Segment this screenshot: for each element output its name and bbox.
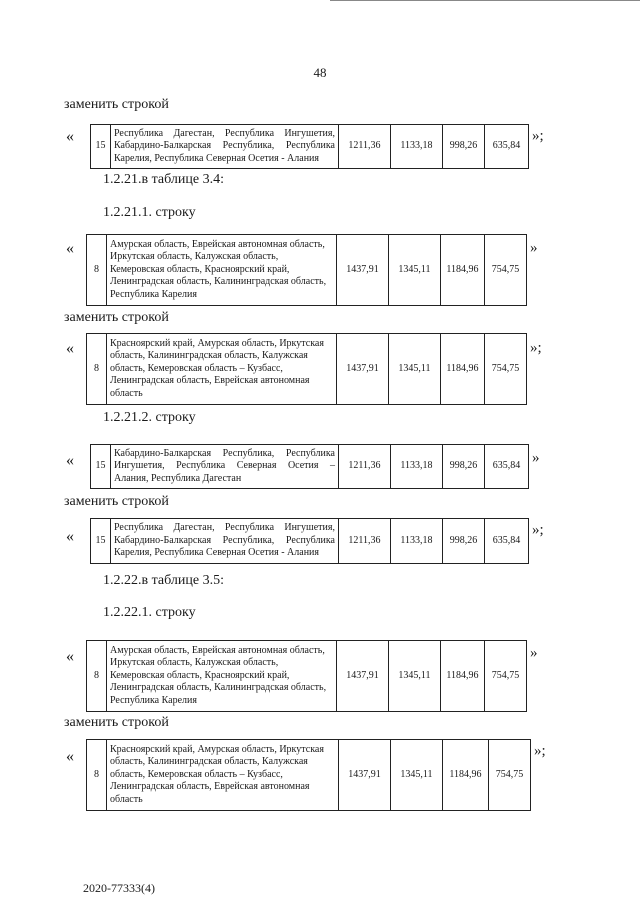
value-cell: 1211,36	[339, 125, 391, 169]
value-cell: 754,75	[485, 235, 527, 306]
value-cell: 1437,91	[339, 740, 391, 811]
value-cell: 1345,11	[391, 740, 443, 811]
value-cell: 998,26	[443, 519, 485, 564]
section-heading: 1.2.21.2. строку	[103, 410, 196, 425]
row-number: 15	[91, 519, 111, 564]
value-cell: 1184,96	[441, 235, 485, 306]
value-cell: 754,75	[489, 740, 531, 811]
quote-open: «	[66, 748, 74, 765]
table-row	[86, 739, 531, 811]
heading-replace-with-row: заменить строкой	[64, 310, 169, 325]
table-row	[90, 124, 529, 169]
value-cell: 998,26	[443, 445, 485, 489]
value-cell: 1211,36	[339, 445, 391, 489]
quote-close: »	[530, 240, 538, 256]
quote-close: »	[532, 450, 540, 466]
value-cell: 635,84	[485, 125, 529, 169]
quote-open: «	[66, 340, 74, 357]
region-list: Кабардино-Балкарская Республика, Республика Ингушетия, Республика Северная Осетия – Алания, Республика Дагестан	[111, 445, 339, 489]
row-number: 15	[91, 445, 111, 489]
quote-open: «	[66, 240, 74, 257]
section-heading: 1.2.22.в таблице 3.5:	[103, 573, 224, 588]
value-cell: 1133,18	[391, 125, 443, 169]
quote-open: «	[66, 128, 74, 145]
table-row	[90, 444, 529, 489]
value-cell: 754,75	[485, 334, 527, 405]
quote-close: »;	[532, 522, 544, 538]
page-number: 48	[313, 65, 327, 80]
region-list: Амурская область, Еврейская автономная область, Иркутская область, Калужская область, Кемеровская область, Красноярский край, Ленинградская область, Калининградская область, Республика Карелия	[107, 235, 337, 306]
value-cell: 1133,18	[391, 519, 443, 564]
value-cell: 1345,11	[389, 334, 441, 405]
row-number: 8	[87, 740, 107, 811]
value-cell: 1184,96	[443, 740, 489, 811]
table-row	[86, 333, 527, 405]
heading-replace-with-row: заменить строкой	[64, 97, 169, 112]
region-list: Красноярский край, Амурская область, Иркутская область, Калининградская область, Калужская область, Кемеровская область – Кузбасс, Ленинградская область, Еврейская автономная область	[107, 740, 339, 811]
value-cell: 1133,18	[391, 445, 443, 489]
quote-open: «	[66, 528, 74, 545]
quote-close: »;	[532, 128, 544, 144]
section-heading: 1.2.21.1. строку	[103, 205, 196, 220]
value-cell: 1184,96	[441, 334, 485, 405]
quote-open: «	[66, 648, 74, 665]
region-list: Красноярский край, Амурская область, Иркутская область, Калининградская область, Калужская область, Кемеровская область – Кузбасс, Ленинградская область, Еврейская автономная область	[107, 334, 337, 405]
quote-close: »;	[530, 340, 542, 356]
value-cell: 1437,91	[337, 235, 389, 306]
value-cell: 1437,91	[337, 334, 389, 405]
row-number: 8	[87, 334, 107, 405]
region-list: Амурская область, Еврейская автономная область, Иркутская область, Калужская область, Кемеровская область, Красноярский край, Ленинградская область, Калининградская область, Республика Карелия	[107, 641, 337, 712]
table-row	[86, 234, 527, 306]
value-cell: 1345,11	[389, 641, 441, 712]
heading-replace-with-row: заменить строкой	[64, 494, 169, 509]
row-number: 8	[87, 235, 107, 306]
value-cell: 754,75	[485, 641, 527, 712]
section-heading: 1.2.22.1. строку	[103, 605, 196, 620]
value-cell: 998,26	[443, 125, 485, 169]
value-cell: 635,84	[485, 445, 529, 489]
top-rule	[330, 0, 640, 1]
row-number: 15	[91, 125, 111, 169]
value-cell: 1345,11	[389, 235, 441, 306]
row-number: 8	[87, 641, 107, 712]
section-heading: 1.2.21.в таблице 3.4:	[103, 172, 224, 187]
region-list: Республика Дагестан, Республика Ингушетия, Кабардино-Балкарская Республика, Республика Карелия, Республика Северная Осетия - Алания	[111, 519, 339, 564]
heading-replace-with-row: заменить строкой	[64, 715, 169, 730]
table-row	[90, 518, 529, 564]
quote-open: «	[66, 452, 74, 469]
region-list: Республика Дагестан, Республика Ингушетия, Кабардино-Балкарская Республика, Республика Карелия, Республика Северная Осетия - Алания	[111, 125, 339, 169]
quote-close: »	[530, 645, 538, 661]
value-cell: 1437,91	[337, 641, 389, 712]
table-row	[86, 640, 527, 712]
document-code: 2020-77333(4)	[83, 881, 155, 895]
value-cell: 1184,96	[441, 641, 485, 712]
quote-close: »;	[534, 743, 546, 759]
value-cell: 635,84	[485, 519, 529, 564]
value-cell: 1211,36	[339, 519, 391, 564]
